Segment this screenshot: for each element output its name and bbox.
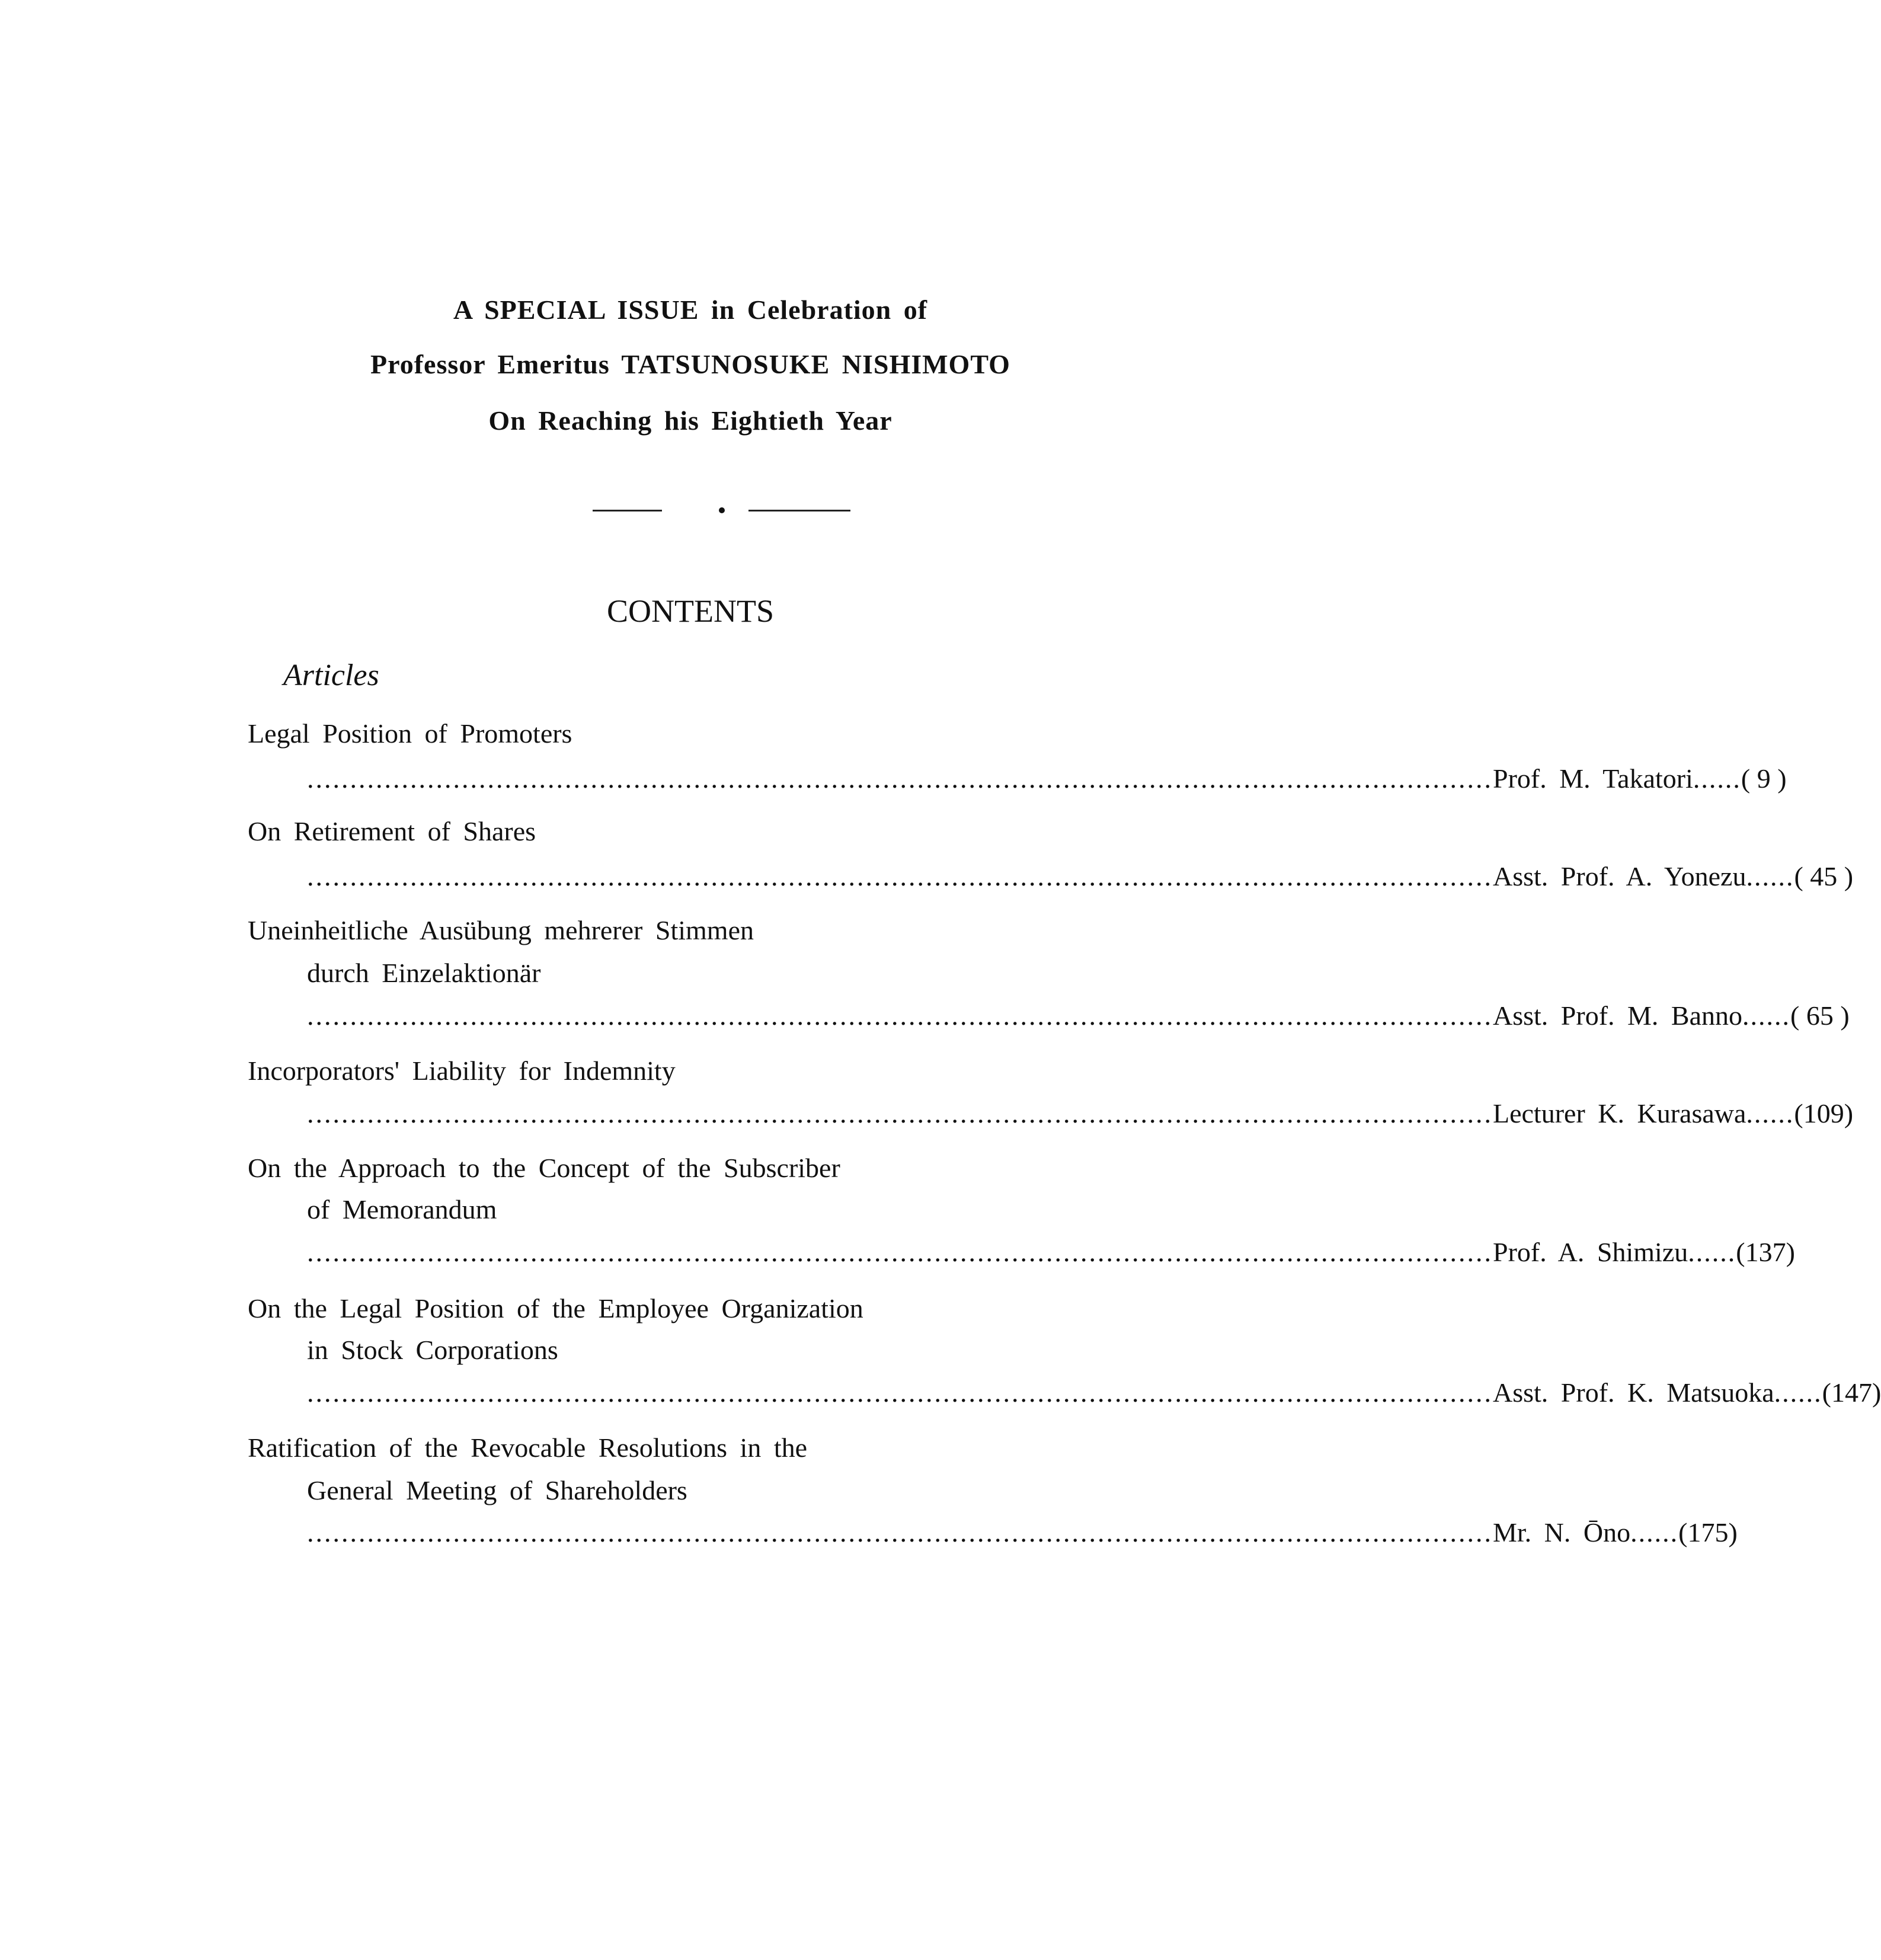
entry-title-line: in Stock Corporations [307, 1335, 558, 1365]
entry-title-line: Incorporators' Liability for Indemnity [248, 1056, 676, 1086]
entry-leader-row [307, 998, 1850, 1034]
entry-leader-row [307, 1375, 1881, 1411]
entry-page: ( 45 ) [1794, 861, 1854, 891]
leader-dots: .......................................................................................................................................... [307, 1000, 1493, 1031]
divider-dot [719, 507, 725, 513]
leader-dots: .......................................................................................................................................... [307, 1377, 1493, 1408]
entry-page: ( 9 ) [1741, 763, 1787, 794]
leader-dots: .......................................................................................................................................... [307, 1098, 1493, 1128]
entry-title-line: On Retirement of Shares [248, 816, 536, 846]
leader-dots: .......................................................................................................................................... [307, 763, 1493, 794]
entry-title-line: durch Einzelaktionär [307, 958, 541, 988]
entry-title-line: Ratification of the Revocable Resolutions in the [248, 1433, 808, 1463]
entry-leader-row [307, 1515, 1738, 1550]
section-heading: Articles [283, 658, 379, 692]
entry-title-line: Uneinheitliche Ausübung mehrerer Stimmen [248, 915, 754, 945]
leader-dots-tail: ...... [1688, 1237, 1736, 1267]
leader-dots-tail: ...... [1746, 1098, 1794, 1128]
contents-title: CONTENTS [607, 593, 774, 629]
divider-left [593, 510, 662, 511]
entry-title-line: of Memorandum [307, 1194, 497, 1224]
entry-author: Asst. Prof. A. Yonezu [1493, 861, 1746, 891]
leader-dots-tail: ...... [1774, 1377, 1822, 1408]
entry-leader-row [307, 1235, 1795, 1270]
entry-title-line: General Meeting of Shareholders [307, 1475, 687, 1505]
entry-page: ( 65 ) [1790, 1000, 1850, 1031]
entry-leader-row [307, 761, 1787, 797]
entry-author: Prof. A. Shimizu [1493, 1237, 1688, 1267]
leader-dots-tail: ...... [1693, 763, 1741, 794]
entry-title-line: On the Legal Position of the Employee Organization [248, 1293, 863, 1323]
entry-page: (175) [1678, 1517, 1738, 1547]
entry-leader-row [307, 859, 1854, 894]
header-line-1: A SPECIAL ISSUE in Celebration of [453, 295, 928, 325]
entry-author: Mr. N. Ōno [1493, 1517, 1631, 1547]
entry-title-line: Legal Position of Promoters [248, 718, 572, 749]
header-line-3: On Reaching his Eightieth Year [488, 405, 892, 436]
leader-dots: .......................................................................................................................................... [307, 1517, 1493, 1547]
header-line-2: Professor Emeritus TATSUNOSUKE NISHIMOTO [370, 349, 1010, 379]
leader-dots-tail: ...... [1746, 861, 1794, 891]
entry-page: (137) [1736, 1237, 1795, 1267]
entry-author: Prof. M. Takatori [1493, 763, 1693, 794]
leader-dots-tail: ...... [1742, 1000, 1791, 1031]
entry-author: Asst. Prof. K. Matsuoka [1493, 1377, 1774, 1408]
leader-dots: .......................................................................................................................................... [307, 1237, 1493, 1267]
entry-page: (109) [1794, 1098, 1854, 1128]
entry-author: Lecturer K. Kurasawa [1493, 1098, 1746, 1128]
leader-dots: .......................................................................................................................................... [307, 861, 1493, 891]
entry-author: Asst. Prof. M. Banno [1493, 1000, 1743, 1031]
leader-dots-tail: ...... [1630, 1517, 1679, 1547]
divider-right [748, 510, 850, 511]
entry-page: (147) [1822, 1377, 1881, 1408]
entry-leader-row [307, 1096, 1854, 1131]
entry-title-line: On the Approach to the Concept of the Subscriber [248, 1153, 840, 1183]
